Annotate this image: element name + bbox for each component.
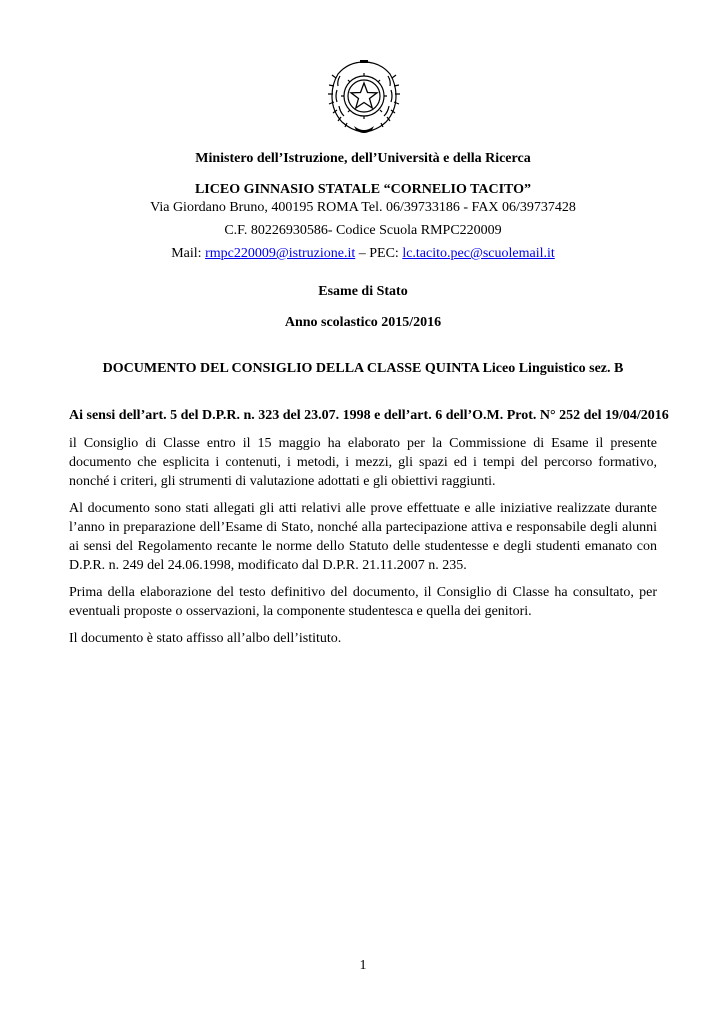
school-year: Anno scolastico 2015/2016 [284,315,442,330]
paragraph-2: Al documento sono stati allegati gli atti relativi alle prove effettuate e alle iniziative realizzate durante l’anno in preparazione dell’Esame di Stato, nonché alla partecipazione attiva e responsabile degli alunni ai sensi del Regolamento recante le norme dello Statuto delle studentesse e degli studenti emanato con D.P.R. n. 249 del 24.06.1998, modificato dal D.P.R. 21.11.2007 n. 235. [69,501,657,573]
paragraph-3: Prima della elaborazione del testo definitivo del documento, il Consiglio di Classe ha consultato, per eventuali proposte o osservazioni, la componente studentesca e quella dei genitori. [69,585,657,619]
pec-label: – PEC: [355,246,403,261]
school-address: Via Giordano Bruno, 400195 ROMA Tel. 06/39733186 - FAX 06/39737428 [150,200,576,215]
paragraph-1: il Consiglio di Classe entro il 15 maggio ha elaborato per la Commissione di Esame il presente documento che esplicita i contenuti, i metodi, i mezzi, gli spazi ed i tempi del percorso formativo, nonché i criteri, gli strumenti di valutazione adottati e gli obiettivi raggiunti. [69,436,657,489]
document-title-class: Liceo Linguistico sez. B [479,361,624,376]
exam-title: Esame di Stato [318,284,408,299]
school-name: LICEO GINNASIO STATALE “CORNELIO TACITO” [194,182,532,197]
legal-reference: Ai sensi dell’art. 5 del D.P.R. n. 323 del 23.07. 1998 e dell’art. 6 dell’O.M. Prot. N° 252 del 19/04/2016 [69,408,669,423]
ministry-name: Ministero dell’Istruzione, dell’Università e della Ricerca [195,151,531,166]
document-title [69,360,657,378]
mail-link[interactable]: rmpc220009@istruzione.it [205,246,356,261]
page-number: 1 [359,958,367,973]
pec-link[interactable]: lc.tacito.pec@scuolemail.it [402,246,555,261]
school-codes: C.F. 80226930586- Codice Scuola RMPC220009 [224,223,502,238]
document-title-main: DOCUMENTO DEL CONSIGLIO DELLA CLASSE QUINTA [102,361,480,376]
italian-republic-emblem-icon [326,56,402,136]
paragraph-4: Il documento è stato affisso all’albo dell’istituto. [69,631,342,646]
mail-label: Mail: [171,246,206,261]
contact-line [69,245,657,263]
